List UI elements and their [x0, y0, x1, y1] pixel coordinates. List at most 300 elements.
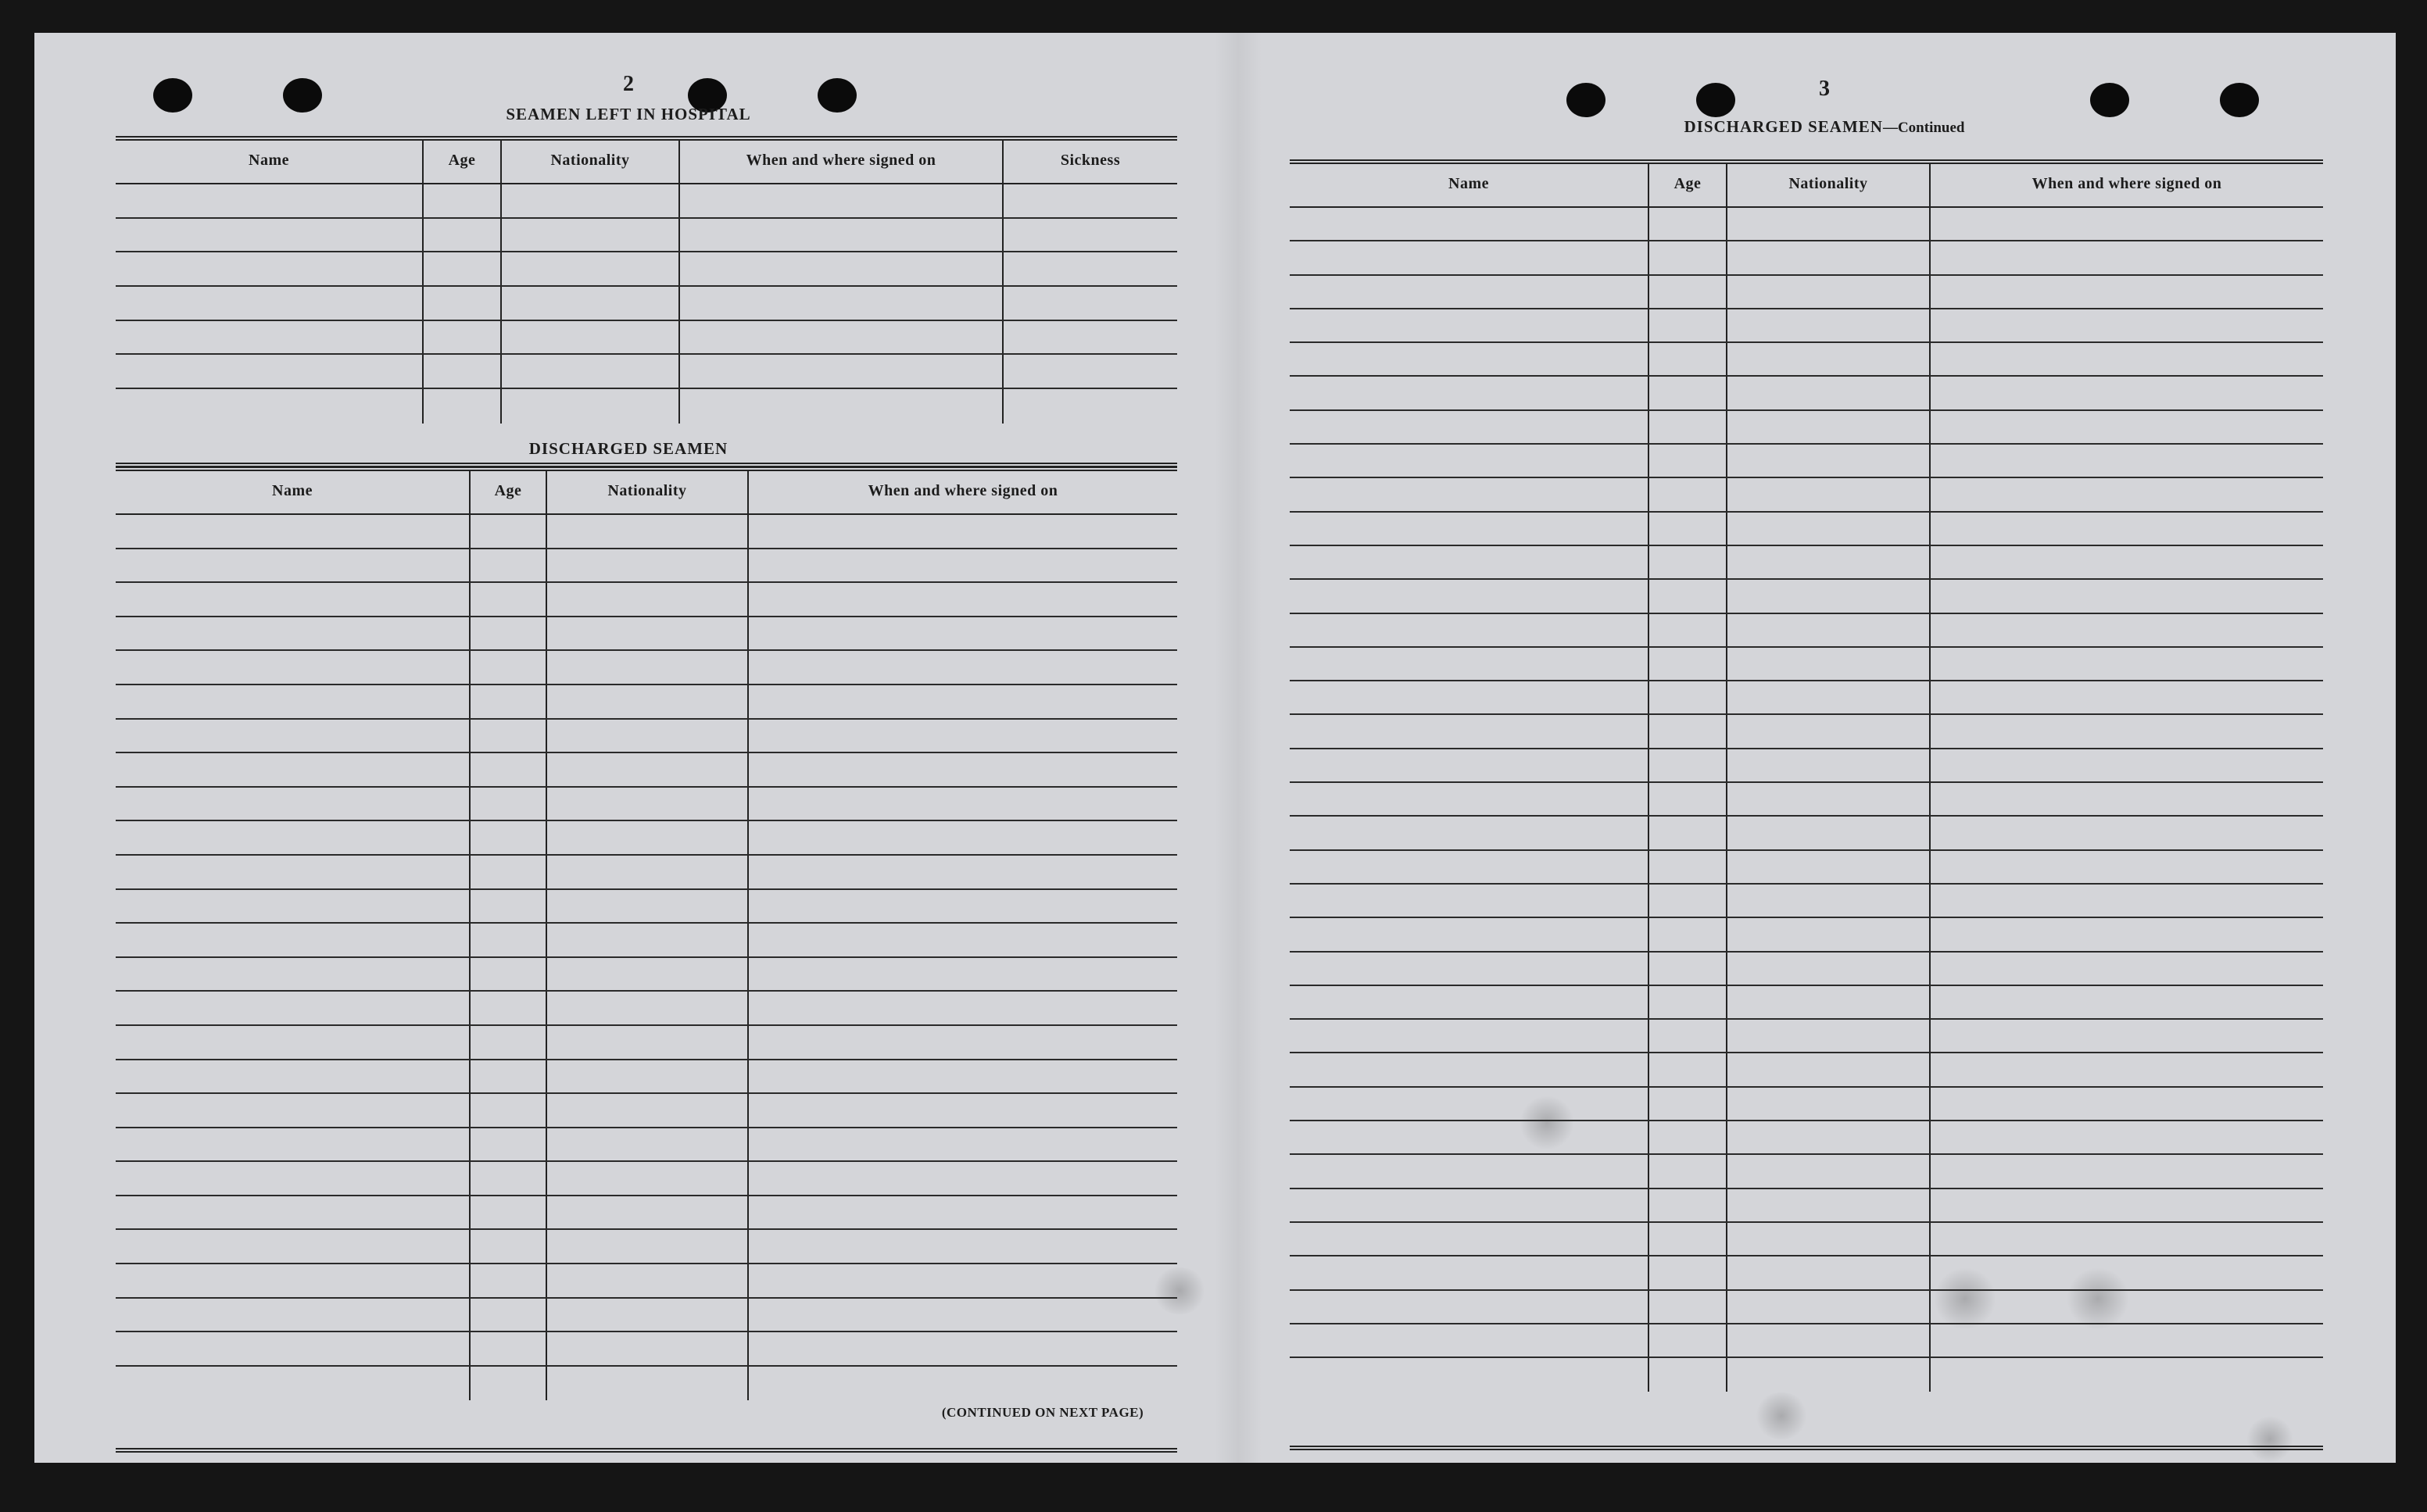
table-row [116, 389, 1177, 424]
table-cell [471, 753, 547, 786]
table-cell [1727, 953, 1931, 985]
table-cell [749, 1196, 1177, 1229]
table-row [116, 924, 1177, 958]
table-header [1290, 164, 2323, 208]
column-header: Sickness [1060, 152, 1121, 169]
table-cell [1649, 1256, 1727, 1289]
table-cell [471, 515, 547, 548]
table-cell [1931, 208, 2323, 240]
table-row [1290, 918, 2323, 952]
table-cell [1931, 276, 2323, 308]
table-row [1290, 309, 2323, 343]
table-cell [547, 1332, 749, 1365]
table-cell [1931, 1223, 2323, 1255]
table-cell [547, 924, 749, 956]
column-header: Name [116, 471, 471, 513]
document-sheet [34, 33, 2396, 1463]
table-header [116, 471, 1177, 515]
table-cell [116, 321, 424, 354]
left-page-number: 2 [623, 72, 634, 96]
continued-note: (CONTINUED ON NEXT PAGE) [941, 1405, 1144, 1420]
table-cell [471, 1026, 547, 1059]
table-row [1290, 1121, 2323, 1155]
table-row [116, 1299, 1177, 1333]
table-cell [1290, 749, 1649, 781]
table-cell [1649, 478, 1727, 510]
continued-suffix: —Continued [1882, 120, 1965, 136]
table-cell [749, 1367, 1177, 1401]
table-cell [116, 856, 471, 888]
table-row [116, 856, 1177, 890]
table-cell [471, 651, 547, 684]
table-cell [749, 753, 1177, 786]
table-cell [1649, 648, 1727, 680]
table-cell [1649, 1223, 1727, 1255]
table-row [1290, 513, 2323, 546]
table-cell [749, 1264, 1177, 1297]
table-cell [1649, 715, 1727, 747]
table-row [116, 958, 1177, 992]
table-cell [1931, 851, 2323, 883]
table-cell [1290, 1358, 1649, 1392]
table-cell [1004, 184, 1177, 217]
table-cell [1290, 918, 1649, 950]
discharged-table-left [116, 466, 1177, 1453]
table-row [1290, 1053, 2323, 1087]
column-header: When and where signed on [2031, 175, 2222, 192]
table-cell [1931, 1189, 2323, 1221]
table-cell [1004, 252, 1177, 285]
table-cell [1649, 1324, 1727, 1357]
table-row [116, 1060, 1177, 1095]
table-cell [1727, 648, 1931, 680]
table-row [1290, 1020, 2323, 1053]
table-cell [502, 321, 680, 354]
table-cell [547, 617, 749, 650]
table-row [1290, 1155, 2323, 1189]
table-row [116, 583, 1177, 617]
table-cell [749, 1230, 1177, 1263]
table-cell [1727, 1256, 1931, 1289]
table-cell [547, 685, 749, 718]
table-row [116, 287, 1177, 321]
punch-hole [2220, 83, 2259, 117]
table-cell [116, 1128, 471, 1161]
table-cell [502, 252, 680, 285]
table-cell [1727, 783, 1931, 815]
table-cell [680, 321, 1004, 354]
table-cell [1649, 208, 1727, 240]
table-cell [749, 515, 1177, 548]
page-fold [1215, 33, 1262, 1463]
table-cell [1290, 851, 1649, 883]
table-cell [1727, 309, 1931, 341]
table-cell [116, 1196, 471, 1229]
table-cell [1727, 681, 1931, 713]
table-cell [1649, 276, 1727, 308]
table-cell [116, 184, 424, 217]
table-row [1290, 241, 2323, 275]
table-cell [1727, 851, 1931, 883]
column-header: Nationality [1727, 164, 1931, 206]
table-cell [547, 958, 749, 991]
table-cell [116, 890, 471, 923]
table-cell [1290, 1291, 1649, 1323]
table-cell [471, 958, 547, 991]
table-row [1290, 851, 2323, 885]
table-row [1290, 715, 2323, 749]
table-cell [116, 788, 471, 820]
table-cell [1004, 355, 1177, 388]
table-row [116, 890, 1177, 924]
table-cell [1649, 614, 1727, 646]
table-cell [116, 651, 471, 684]
table-cell [547, 1196, 749, 1229]
table-cell [1727, 411, 1931, 443]
table-cell [1727, 1189, 1931, 1221]
discharged-continued-title [1590, 117, 2059, 137]
punch-hole [2090, 83, 2129, 117]
table-cell [749, 1332, 1177, 1365]
table-cell [547, 788, 749, 820]
table-cell [1727, 1088, 1931, 1120]
table-row [1290, 276, 2323, 309]
table-cell [1290, 953, 1649, 985]
table-row [1290, 445, 2323, 478]
table-row [116, 1264, 1177, 1299]
table-cell [1727, 208, 1931, 240]
table-cell [547, 651, 749, 684]
table-row [1290, 1256, 2323, 1290]
discharged-section-title: DISCHARGED SEAMEN [528, 439, 728, 458]
table-cell [502, 219, 680, 252]
table-cell [1649, 309, 1727, 341]
table-cell [1649, 1291, 1727, 1323]
table-cell [1649, 1121, 1727, 1153]
table-row [116, 1026, 1177, 1060]
table-cell [749, 1162, 1177, 1195]
table-cell [547, 1162, 749, 1195]
table-cell [116, 515, 471, 548]
table-cell [1931, 478, 2323, 510]
table-cell [1649, 1020, 1727, 1052]
table-cell [1931, 1020, 2323, 1052]
table-cell [1931, 648, 2323, 680]
table-row [1290, 953, 2323, 986]
column-header: Age [424, 141, 502, 183]
table-cell [1649, 1358, 1727, 1392]
table-cell [749, 992, 1177, 1024]
table-row [116, 184, 1177, 219]
table-cell [749, 1128, 1177, 1161]
table-cell [471, 1332, 547, 1365]
column-header: Age [1649, 164, 1727, 206]
table-cell [1931, 1324, 2323, 1357]
table-row [1290, 783, 2323, 817]
table-cell [547, 1264, 749, 1297]
table-row [116, 651, 1177, 685]
table-cell [1290, 1020, 1649, 1052]
table-cell [749, 1094, 1177, 1127]
table-cell [1931, 1256, 2323, 1289]
table-cell [1727, 986, 1931, 1018]
hospital-section-title: SEAMEN LEFT IN HOSPITAL [506, 105, 751, 123]
table-cell [1727, 445, 1931, 477]
table-cell [1649, 343, 1727, 375]
table-cell [749, 720, 1177, 752]
table-cell [1931, 546, 2323, 578]
table-cell [1649, 851, 1727, 883]
table-cell [424, 389, 502, 424]
table-cell [1727, 343, 1931, 375]
table-cell [1727, 513, 1931, 545]
table-cell [1931, 749, 2323, 781]
table-row [116, 1332, 1177, 1367]
table-row [1290, 817, 2323, 850]
table-cell [1649, 513, 1727, 545]
table-cell [1649, 885, 1727, 917]
column-header: Nationality [547, 471, 749, 513]
table-cell [1290, 1121, 1649, 1153]
table-cell [1931, 580, 2323, 612]
table-cell [1931, 817, 2323, 849]
table-cell [471, 890, 547, 923]
table-cell [680, 389, 1004, 424]
table-cell [471, 1299, 547, 1331]
table-cell [1649, 445, 1727, 477]
table-row [116, 1367, 1177, 1401]
table-cell [547, 1128, 749, 1161]
table-row [116, 992, 1177, 1026]
table-cell [116, 1230, 471, 1263]
table-row [1290, 478, 2323, 512]
table-cell [471, 856, 547, 888]
table-cell [749, 821, 1177, 854]
table-cell [1649, 918, 1727, 950]
table-cell [471, 788, 547, 820]
table-cell [1727, 580, 1931, 612]
table-cell [1649, 986, 1727, 1018]
table-row [1290, 1291, 2323, 1324]
table-cell [1649, 546, 1727, 578]
table-cell [1290, 1324, 1649, 1357]
column-header: Name [116, 141, 424, 183]
table-cell [471, 1162, 547, 1195]
table-cell [749, 856, 1177, 888]
table-cell [471, 1264, 547, 1297]
table-cell [471, 549, 547, 582]
table-cell [424, 355, 502, 388]
table-cell [1290, 986, 1649, 1018]
table-cell [116, 924, 471, 956]
table-cell [116, 219, 424, 252]
table-cell [1931, 681, 2323, 713]
table-cell [1727, 1223, 1931, 1255]
table-row [116, 788, 1177, 822]
table-cell [1727, 1155, 1931, 1187]
table-cell [1290, 208, 1649, 240]
table-cell [749, 924, 1177, 956]
table-cell [1290, 241, 1649, 273]
column-header: Name [1290, 164, 1649, 206]
table-cell [1931, 986, 2323, 1018]
table-cell [1649, 783, 1727, 815]
table-row [116, 685, 1177, 720]
table-cell [1290, 885, 1649, 917]
table-cell [471, 992, 547, 1024]
right-page-number: 3 [1819, 77, 1830, 101]
table-cell [1727, 918, 1931, 950]
table-cell [749, 549, 1177, 582]
table-row [116, 720, 1177, 754]
table-row [1290, 681, 2323, 715]
table-cell [1931, 783, 2323, 815]
table-row [116, 515, 1177, 549]
table-cell [547, 549, 749, 582]
table-cell [680, 184, 1004, 217]
table-cell [471, 924, 547, 956]
table-cell [116, 1367, 471, 1401]
table-cell [1290, 1053, 1649, 1085]
table-cell [1727, 1020, 1931, 1052]
table-cell [1290, 546, 1649, 578]
table-cell [1931, 1155, 2323, 1187]
table-cell [1290, 343, 1649, 375]
table-row [1290, 749, 2323, 783]
table-row [1290, 377, 2323, 410]
table-cell [1727, 377, 1931, 409]
table-cell [471, 821, 547, 854]
table-cell [1727, 241, 1931, 273]
table-row [1290, 546, 2323, 580]
table-cell [749, 651, 1177, 684]
table-cell [547, 515, 749, 548]
table-cell [1931, 343, 2323, 375]
table-row [116, 1196, 1177, 1231]
table-cell [1290, 817, 1649, 849]
table-row [1290, 614, 2323, 648]
table-cell [1290, 614, 1649, 646]
table-cell [749, 1026, 1177, 1059]
table-row [116, 1230, 1177, 1264]
table-row [1290, 1358, 2323, 1392]
table-cell [1290, 648, 1649, 680]
column-header: When and where signed on [868, 482, 1058, 499]
table-cell [1649, 377, 1727, 409]
table-cell [1931, 1121, 2323, 1153]
table-cell [547, 1367, 749, 1401]
table-cell [1290, 411, 1649, 443]
table-cell [1931, 513, 2323, 545]
punch-hole [153, 78, 192, 113]
table-cell [471, 1196, 547, 1229]
table-row [1290, 411, 2323, 445]
table-cell [1727, 1358, 1931, 1392]
table-cell [547, 583, 749, 616]
table-cell [680, 287, 1004, 320]
table-cell [1649, 953, 1727, 985]
table-cell [547, 753, 749, 786]
table-cell [1931, 241, 2323, 273]
table-row [116, 753, 1177, 788]
table-cell [502, 355, 680, 388]
table-cell [502, 184, 680, 217]
table-cell [1649, 749, 1727, 781]
table-cell [1649, 1189, 1727, 1221]
table-row [116, 355, 1177, 389]
table-cell [1649, 681, 1727, 713]
table-cell [1727, 1053, 1931, 1085]
table-row [116, 219, 1177, 253]
table-cell [1727, 885, 1931, 917]
table-cell [116, 252, 424, 285]
table-cell [1649, 817, 1727, 849]
table-cell [1727, 478, 1931, 510]
table-cell [502, 389, 680, 424]
table-cell [1649, 1155, 1727, 1187]
table-cell [116, 958, 471, 991]
table-cell [1290, 276, 1649, 308]
column-header: Age [471, 471, 547, 513]
table-cell [1931, 715, 2323, 747]
table-cell [116, 753, 471, 786]
table-cell [116, 1026, 471, 1059]
table-cell [116, 549, 471, 582]
table-cell [1931, 1291, 2323, 1323]
table-cell [116, 1060, 471, 1093]
table-cell [1290, 681, 1649, 713]
table-cell [1649, 1053, 1727, 1085]
table-cell [1727, 276, 1931, 308]
table-cell [1931, 309, 2323, 341]
table-cell [116, 389, 424, 424]
table-cell [1931, 377, 2323, 409]
table-header [116, 141, 1177, 184]
table-cell [1290, 1189, 1649, 1221]
table-cell [1727, 749, 1931, 781]
table-cell [680, 219, 1004, 252]
table-cell [547, 1299, 749, 1331]
table-row [116, 252, 1177, 287]
table-cell [116, 1332, 471, 1365]
table-cell [1290, 715, 1649, 747]
table-cell [547, 890, 749, 923]
table-cell [116, 720, 471, 752]
table-cell [547, 1026, 749, 1059]
table-cell [547, 1060, 749, 1093]
table-cell [749, 788, 1177, 820]
table-cell [749, 958, 1177, 991]
column-header: Nationality [502, 141, 680, 183]
punch-hole [1566, 83, 1605, 117]
table-cell [116, 992, 471, 1024]
column-header: When and where signed on [680, 141, 1004, 183]
table-cell [1727, 1324, 1931, 1357]
punch-hole [283, 78, 322, 113]
table-cell [1290, 377, 1649, 409]
table-cell [547, 720, 749, 752]
table-cell [547, 856, 749, 888]
table-cell [424, 252, 502, 285]
table-row [1290, 580, 2323, 613]
table-cell [547, 992, 749, 1024]
table-cell [547, 1094, 749, 1127]
table-cell [471, 583, 547, 616]
table-cell [1931, 953, 2323, 985]
table-cell [116, 287, 424, 320]
table-cell [749, 1299, 1177, 1331]
table-cell [680, 252, 1004, 285]
